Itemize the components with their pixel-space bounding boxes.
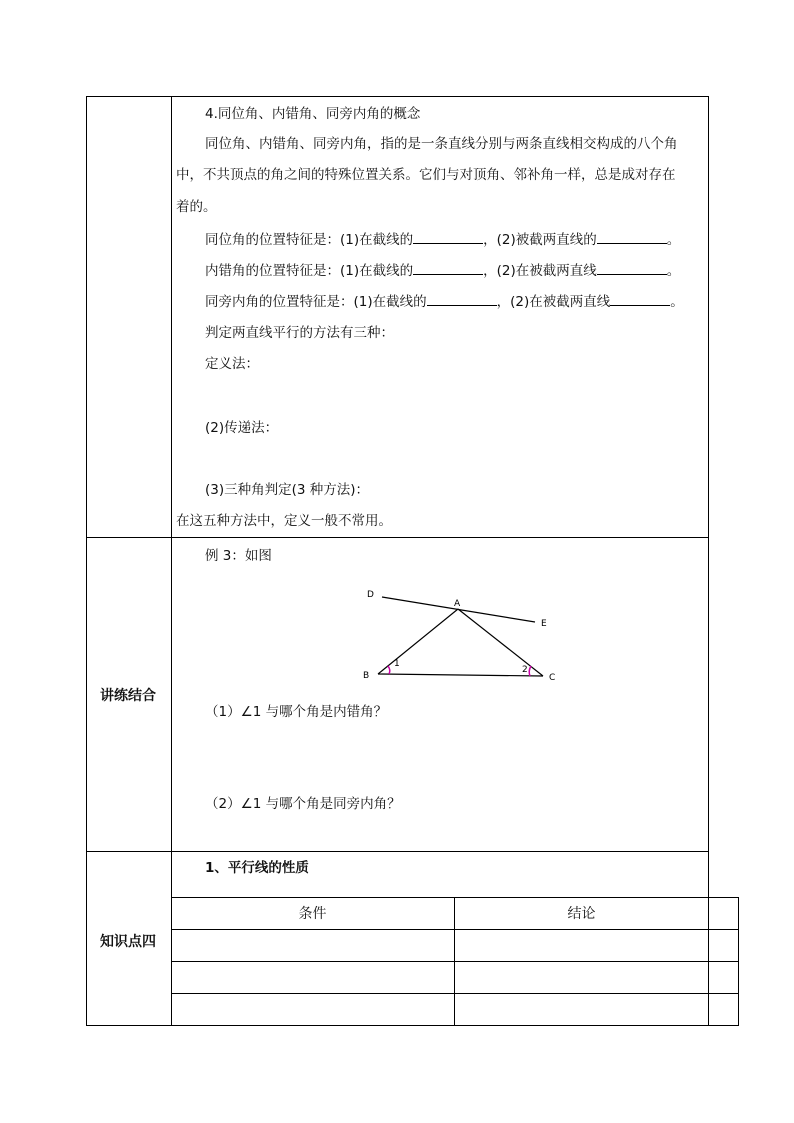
table-header-conclusion: 结论	[567, 906, 596, 922]
point-B-label: B	[363, 671, 370, 681]
section-label-practice: 讲练结合	[100, 688, 156, 704]
concept-paragraph-line-3: 着的。	[176, 199, 217, 215]
parallel-properties-title: 1、平行线的性质	[205, 860, 309, 876]
table-cell-condition[interactable]	[171, 930, 454, 961]
point-D-label: D	[367, 590, 374, 600]
neicuo-text-a: 内错角的位置特征是：(1)在截线的	[205, 263, 414, 279]
tongwei-blank-1[interactable]	[413, 229, 483, 244]
triangle-figure	[355, 582, 575, 692]
question-1: （1）∠1 与哪个角是内错角？	[205, 704, 388, 720]
angle-1-arc	[388, 666, 390, 674]
methods-intro: 判定两直线平行的方法有三种：	[205, 325, 394, 341]
table-cell-condition[interactable]	[171, 994, 454, 1025]
table-row	[171, 962, 738, 993]
segment-BC	[378, 674, 543, 676]
tongwei-text-c: 。	[666, 232, 681, 248]
row-divider-2	[86, 851, 709, 852]
tongwei-text-b: ，(2)被截两直线的	[483, 232, 597, 248]
question-2: （2）∠1 与哪个角是同旁内角？	[205, 796, 401, 812]
neicuo-text-c: 。	[666, 263, 681, 279]
table-border-bottom	[86, 1025, 739, 1026]
tongwei-feature-line	[205, 229, 680, 250]
segment-AB	[378, 609, 458, 674]
angle-2-arc	[529, 666, 531, 676]
tongpang-text-b: ，(2)在被截两直线	[496, 294, 611, 310]
neicuo-text-b: ，(2)在被截两直线	[483, 263, 597, 279]
table-header-condition: 条件	[298, 906, 327, 922]
table-row	[171, 930, 738, 961]
section-label-knowledge-4: 知识点四	[100, 934, 156, 950]
table-cell-conclusion[interactable]	[455, 962, 708, 993]
method-definition: 定义法：	[205, 356, 259, 372]
tongwei-blank-2[interactable]	[597, 229, 667, 244]
inner-table-border-right	[738, 897, 739, 1026]
method-transitive: (2)传递法：	[205, 420, 279, 436]
neicuo-blank-1[interactable]	[413, 260, 483, 275]
neicuo-blank-2[interactable]	[597, 260, 667, 275]
inner-table-top	[171, 897, 739, 898]
method-three-angles: (3)三种角判定(3 种方法)：	[205, 482, 370, 498]
tongpang-feature-line	[205, 291, 684, 312]
table-row	[171, 994, 738, 1025]
angle-1-label: 1	[394, 659, 400, 669]
tongwei-text-a: 同位角的位置特征是：(1)在截线的	[205, 232, 414, 248]
section-title: 4.同位角、内错角、同旁内角的概念	[205, 106, 421, 122]
table-border-left	[86, 96, 87, 1026]
tongpang-text-a: 同旁内角的位置特征是：(1)在截线的	[205, 294, 427, 310]
table-cell-condition[interactable]	[171, 962, 454, 993]
angle-2-label: 2	[522, 665, 528, 675]
concept-paragraph-line-2: 中，不共顶点的角之间的特殊位置关系。它们与对顶角、邻补角一样，总是成对存在	[176, 167, 676, 183]
table-cell-conclusion[interactable]	[455, 994, 708, 1025]
neicuo-feature-line	[205, 260, 680, 281]
table-border-top	[86, 96, 709, 97]
tongpang-blank-2[interactable]	[610, 291, 670, 306]
point-C-label: C	[549, 673, 556, 683]
concept-paragraph-line-1: 同位角、内错角、同旁内角，指的是一条直线分别与两条直线相交构成的八个角	[205, 136, 678, 152]
row-divider-1	[86, 537, 709, 538]
point-E-label: E	[541, 619, 547, 629]
tongpang-blank-1[interactable]	[427, 291, 497, 306]
methods-note: 在这五种方法中，定义一般不常用。	[176, 513, 392, 529]
table-border-right-upper	[708, 96, 709, 897]
table-col-divider	[171, 96, 172, 1026]
point-A-label: A	[454, 599, 461, 609]
table-cell-conclusion[interactable]	[455, 930, 708, 961]
example-title: 例 3：如图	[205, 548, 272, 564]
tongpang-text-c: 。	[670, 294, 684, 310]
